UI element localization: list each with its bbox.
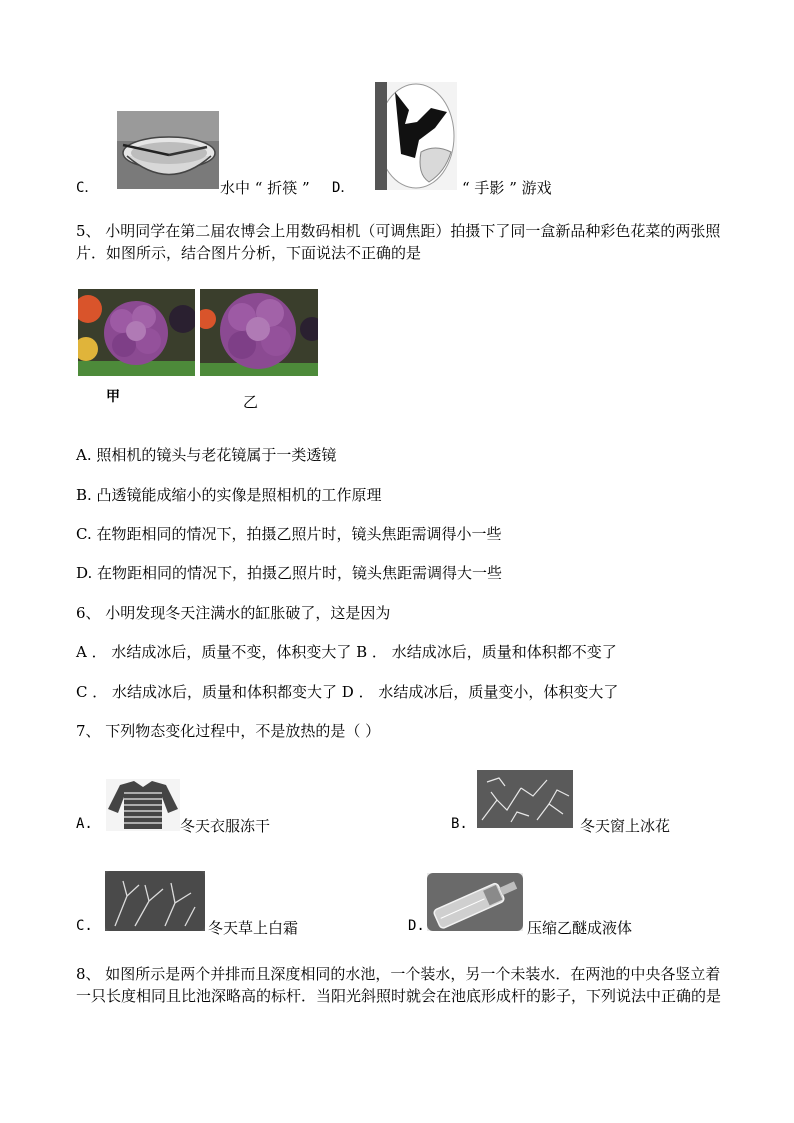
q5-stem: 5、 小明同学在第二届农博会上用数码相机（可调焦距）拍摄下了同一盒新品种彩色花菜的两张照片．如图所示，结合图片分析，下面说法不正确的是 [76, 222, 721, 262]
q6-options-row1: A ． 水结成冰后，质量不变，体积变大了 B ． 水结成冰后，质量和体积都不变了 [76, 643, 617, 661]
caption-yi: 乙 [243, 393, 259, 411]
q7-option-c-text: 冬天草上白霜 [208, 919, 299, 937]
q4-option-d-label: D． [332, 180, 355, 196]
q6-stem: 6、 小明发现冬天注满水的缸胀破了，这是因为 [76, 604, 391, 622]
cauliflower-photo-jia [78, 289, 195, 376]
sweater-image [106, 779, 180, 831]
q7-option-d-text: 压缩乙醚成液体 [527, 919, 633, 937]
q5-option-a: A. 照相机的镜头与老花镜属于一类透镜 [76, 446, 337, 464]
q4-option-c-text: 水中 “ 折筷 ” [220, 179, 310, 197]
grass-frost-image [105, 871, 205, 931]
q7-stem: 7、 下列物态变化过程中，不是放热的是（ ） [76, 722, 381, 740]
ether-syringe-image [427, 873, 523, 931]
q5-option-c: C. 在物距相同的情况下，拍摄乙照片时，镜头焦距需调得小一些 [76, 525, 502, 543]
q7-option-c-label: C. [76, 918, 93, 934]
q7-option-d-label: D. [408, 918, 425, 934]
cauliflower-photo-yi [200, 289, 318, 376]
q7-option-a-text: 冬天衣服冻干 [180, 817, 271, 835]
q7-option-b-text: 冬天窗上冰花 [580, 817, 671, 835]
q4-option-d-text: “ 手影 ” 游戏 [462, 179, 552, 197]
q4-option-c-label: C． [76, 180, 99, 196]
caption-jia: 甲 [106, 389, 120, 405]
q5-option-d: D. 在物距相同的情况下，拍摄乙照片时，镜头焦距需调得大一些 [76, 564, 503, 582]
hand-shadow-image [375, 82, 457, 190]
window-frost-image [477, 770, 573, 828]
q7-option-a-label: A. [76, 816, 93, 832]
q7-option-b-label: B. [451, 816, 468, 832]
q6-options-row2: C ． 水结成冰后，质量和体积都变大了 D ． 水结成冰后，质量变小，体积变大了 [76, 683, 619, 701]
q8-stem: 8、 如图所示是两个并排而且深度相同的水池，一个装水，另一个未装水．在两池的中央各竖立着一只长度相同且比池深略高的标杆．当阳光斜照时就会在池底形成杆的影子，下列说法中正确的是 [76, 965, 722, 1005]
q5-option-b: B. 凸透镜能成缩小的实像是照相机的工作原理 [76, 486, 382, 504]
bowl-chopsticks-image [117, 111, 219, 189]
